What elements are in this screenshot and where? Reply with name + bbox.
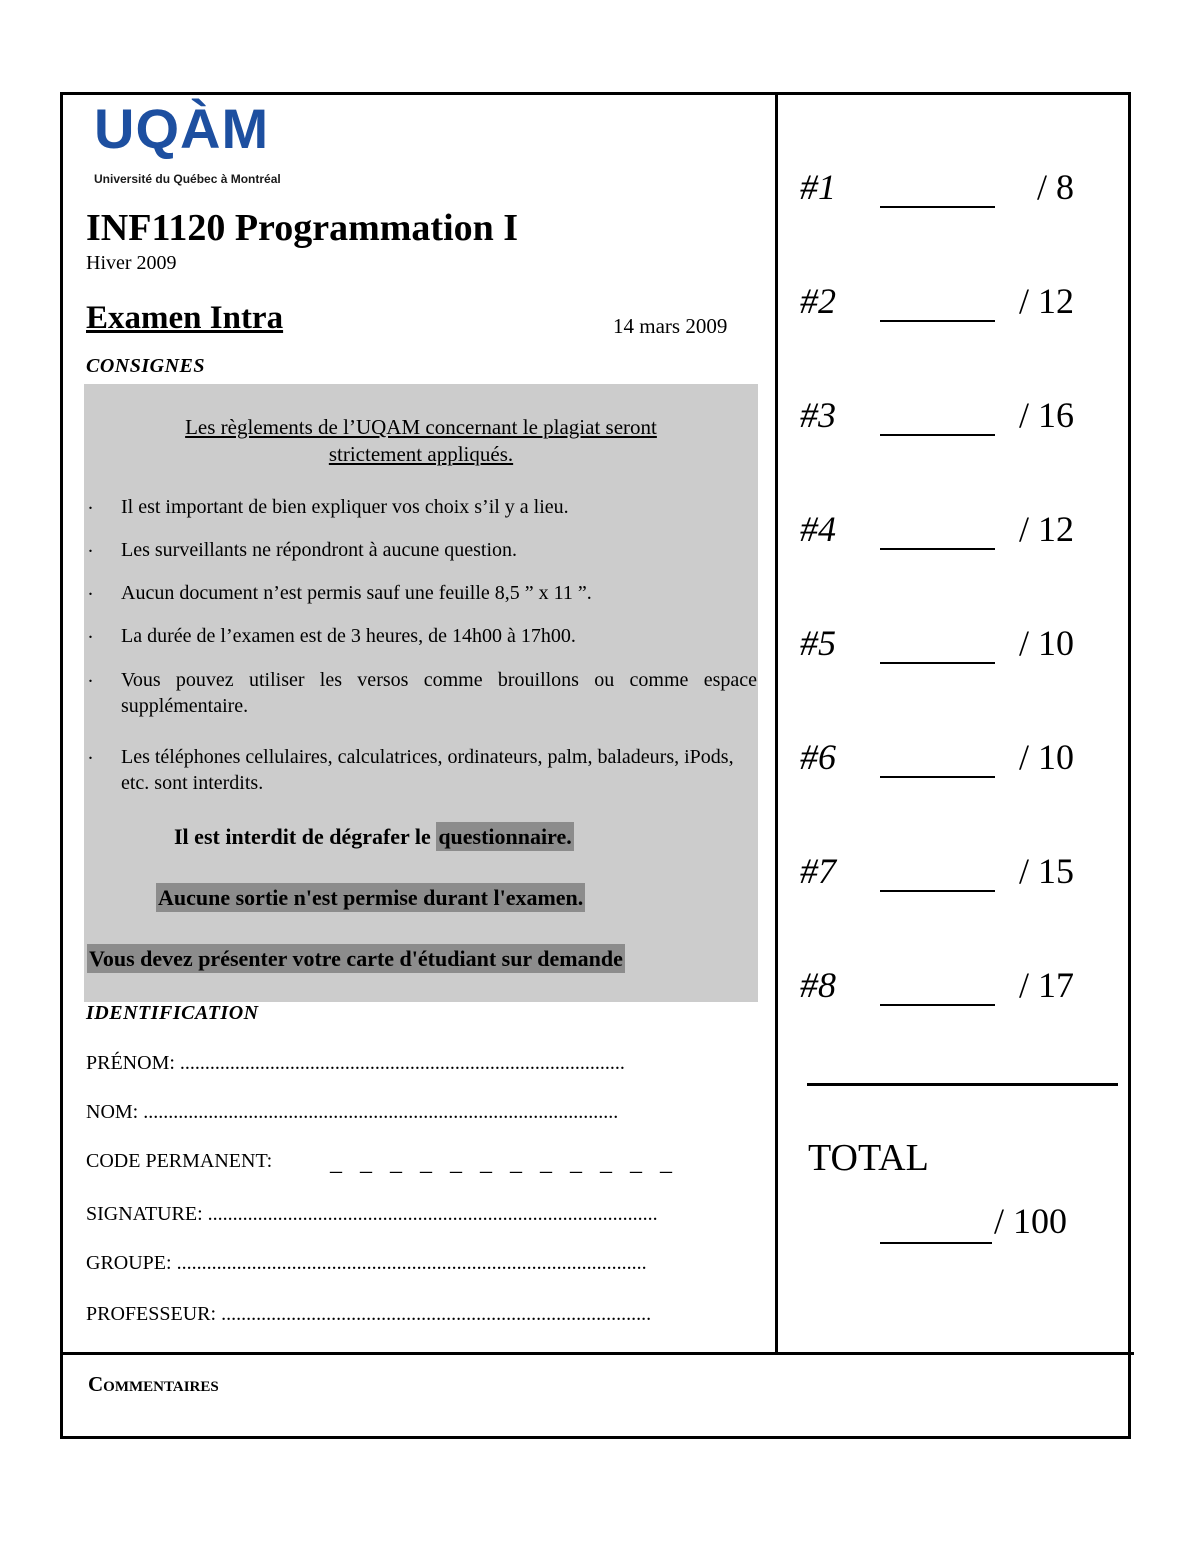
- signature-field[interactable]: [86, 1203, 658, 1226]
- total-score-line[interactable]: [880, 1242, 992, 1244]
- instruction-item: [88, 742, 757, 796]
- groupe-field[interactable]: [86, 1252, 647, 1275]
- signature-dotted-line[interactable]: ..........................................................................................: [207, 1203, 658, 1225]
- question-8-max: / 17: [1018, 965, 1074, 1005]
- question-4-label: #4: [800, 509, 836, 549]
- plagiarism-notice-line2: strictement appliqués.: [328, 442, 514, 466]
- question-2-label: #2: [800, 281, 836, 321]
- uqam-logo: [86, 94, 324, 194]
- logo-wordmark: UQÀM: [94, 97, 270, 160]
- professeur-label: PROFESSEUR:: [86, 1303, 217, 1325]
- course-title: INF1120 Programmation I: [86, 207, 519, 249]
- question-6-label: #6: [800, 737, 836, 777]
- question-3-label: #3: [800, 395, 836, 435]
- question-7-label: #7: [800, 851, 836, 891]
- question-6-score-line[interactable]: [880, 776, 995, 778]
- instruction-item: [88, 535, 757, 563]
- nom-field[interactable]: [86, 1101, 618, 1124]
- prenom-field[interactable]: [86, 1052, 625, 1075]
- term: Hiver 2009: [86, 252, 177, 274]
- instruction-text: Les téléphones cellulaires, calculatrices, ordinateurs, palm, baladeurs, iPods, etc. sont interdits.: [121, 746, 734, 794]
- prenom-label: PRÉNOM:: [86, 1052, 175, 1074]
- professeur-dotted-line[interactable]: ......................................................................................: [221, 1303, 652, 1325]
- instructions-box: [84, 384, 758, 1002]
- instruction-text: Il est important de bien expliquer vos choix s’il y a lieu.: [121, 496, 569, 518]
- logo-subtitle: Université du Québec à Montréal: [94, 172, 281, 186]
- question-8-score-line[interactable]: [880, 1004, 995, 1006]
- total-label: TOTAL: [808, 1137, 929, 1179]
- bullet: .: [88, 621, 93, 643]
- question-7-score-line[interactable]: [880, 890, 995, 892]
- instruction-item: [88, 578, 757, 606]
- question-1-score-line[interactable]: [880, 206, 995, 208]
- question-2-score-line[interactable]: [880, 320, 995, 322]
- question-1-label: #1: [800, 167, 836, 207]
- bullet: .: [88, 535, 93, 557]
- groupe-label: GROUPE:: [86, 1252, 172, 1274]
- instruction-item: [88, 665, 757, 719]
- prenom-dotted-line[interactable]: .........................................................................................: [179, 1052, 625, 1074]
- professeur-field[interactable]: [86, 1303, 651, 1326]
- staple-warning: [174, 824, 574, 850]
- bullet: .: [88, 578, 93, 600]
- bullet: .: [88, 492, 93, 514]
- question-4-score-line[interactable]: [880, 548, 995, 550]
- comments-label: Commentaires: [88, 1372, 219, 1396]
- total-max: / 100: [994, 1201, 1068, 1241]
- exit-warning-text: Aucune sortie n'est permise durant l'examen.: [158, 885, 584, 910]
- groupe-dotted-line[interactable]: ..............................................................................................: [176, 1252, 647, 1274]
- question-5-label: #5: [800, 623, 836, 663]
- instructions-label: CONSIGNES: [86, 355, 205, 377]
- instruction-text: Les surveillants ne répondront à aucune question.: [121, 539, 517, 561]
- staple-warning-highlight: questionnaire.: [438, 824, 572, 849]
- instruction-item: [88, 621, 757, 649]
- comments-divider: [60, 1352, 1134, 1355]
- bullet: .: [88, 742, 93, 764]
- question-3-score-line[interactable]: [880, 434, 995, 436]
- column-divider: [775, 92, 778, 1354]
- nom-label: NOM:: [86, 1101, 139, 1123]
- question-7-max: / 15: [1018, 851, 1074, 891]
- question-6-max: / 10: [1018, 737, 1074, 777]
- staple-warning-text: Il est interdit de dégrafer le: [174, 824, 431, 849]
- question-2-max: / 12: [1018, 281, 1074, 321]
- question-5-score-line[interactable]: [880, 662, 995, 664]
- bullet: .: [88, 665, 93, 687]
- nom-dotted-line[interactable]: ...............................................................................................: [143, 1101, 619, 1123]
- question-1-max: / 8: [1036, 167, 1074, 207]
- signature-label: SIGNATURE:: [86, 1203, 203, 1225]
- question-4-max: / 12: [1018, 509, 1074, 549]
- instruction-item: [88, 492, 757, 520]
- instruction-text: La durée de l’examen est de 3 heures, de 14h00 à 17h00.: [121, 625, 576, 647]
- code-permanent-boxes[interactable]: _ _ _ _ _ _ _ _ _ _ _ _: [330, 1150, 678, 1176]
- plagiarism-notice-line1: Les règlements de l’UQAM concernant le plagiat seront: [185, 415, 657, 439]
- exam-date: 14 mars 2009: [613, 314, 728, 338]
- exam-title: Examen Intra: [86, 300, 284, 336]
- total-separator: [807, 1083, 1118, 1086]
- instruction-text: Aucun document n’est permis sauf une feuille 8,5 ” x 11 ”.: [121, 582, 592, 604]
- code-permanent-label: CODE PERMANENT:: [86, 1150, 273, 1172]
- student-card-warning-text: Vous devez présenter votre carte d'étudiant sur demande: [89, 946, 623, 971]
- code-permanent-field[interactable]: [86, 1150, 272, 1173]
- exit-warning: [156, 885, 585, 911]
- question-8-label: #8: [800, 965, 836, 1005]
- plagiarism-notice: [84, 414, 758, 468]
- question-3-max: / 16: [1018, 395, 1074, 435]
- student-card-warning: [87, 946, 625, 972]
- identification-label: IDENTIFICATION: [86, 1002, 259, 1024]
- question-5-max: / 10: [1018, 623, 1074, 663]
- instruction-text: Vous pouvez utiliser les versos comme brouillons ou comme espace supplémentaire.: [121, 669, 757, 717]
